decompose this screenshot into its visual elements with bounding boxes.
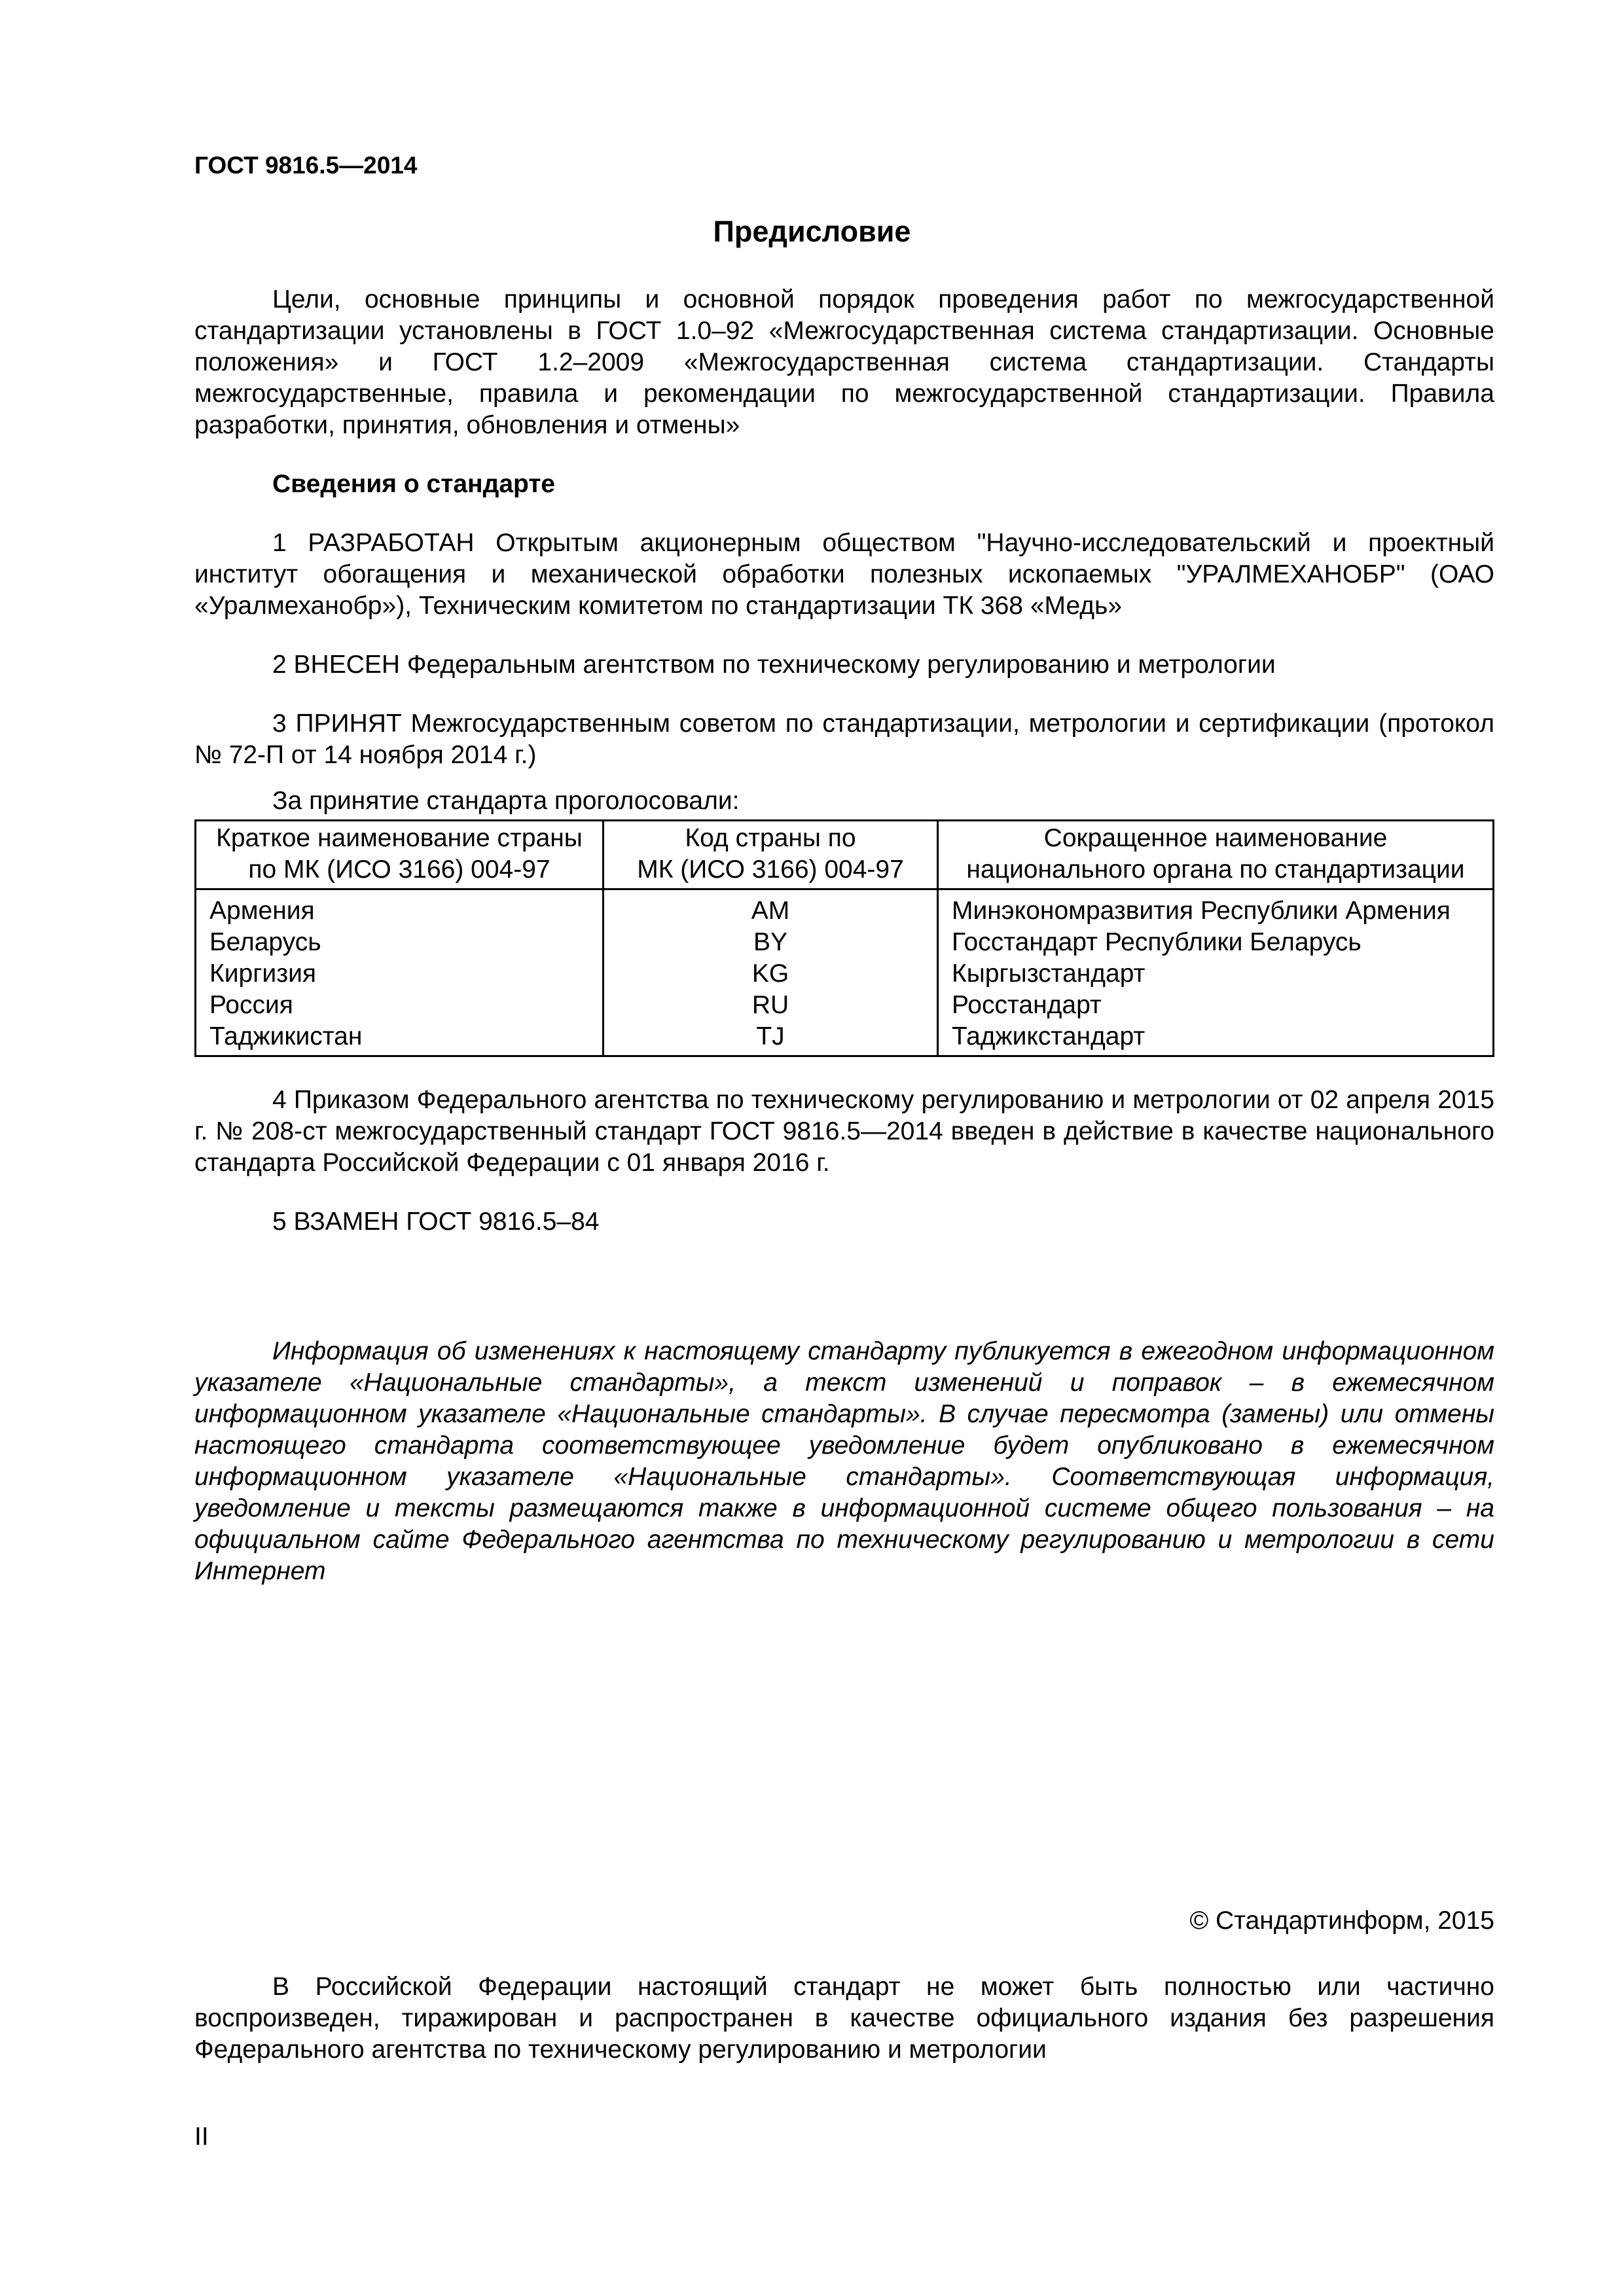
document-body bbox=[194, 284, 1494, 1613]
item-replaces: 5 ВЗАМЕН ГОСТ 9816.5–84 bbox=[272, 1208, 600, 1236]
table-header-row bbox=[196, 821, 1494, 889]
table-row bbox=[196, 889, 1494, 927]
cell-code: BY bbox=[604, 927, 938, 958]
page-title: Предисловие bbox=[713, 215, 911, 248]
change-info-notice: Информация об изменениях к настоящему стандарту публикуется в ежегодном информационном указателе «Национальные стандарты», а текст изменений и поправок – в ежемесячном информационном указателе «Национальные стандарты». В случае пересмотра (замены) или отмены настоящего стандарта соответствующее уведомление будет опубликовано в ежемесячном информационном указателе «Национальные стандарты». Соответствующая информация, уведомление и тексты размещаются также в информационной системе общего пользования – на официальном сайте Федерального агентства по техническому регулированию и метрологии в сети Интернет bbox=[194, 1337, 1494, 1585]
cell-country: Таджикистан bbox=[196, 1021, 604, 1056]
cell-code: RU bbox=[604, 990, 938, 1021]
table-row bbox=[196, 927, 1494, 958]
table-row bbox=[196, 958, 1494, 990]
intro-paragraph: Цели, основные принципы и основной порядок проведения работ по межгосударственной стандартизации установлены в ГОСТ 1.0–92 «Межгосударственная система стандартизации. Основные положения» и ГОСТ 1.2–2009 «Межгосударственная система стандартизации. Стандарты межгосударственные, правила и рекомендации по межгосударственной стандартизации. Правила разработки, принятия, обновления и отмены» bbox=[194, 285, 1494, 439]
cell-body: Таджикстандарт bbox=[938, 1021, 1494, 1056]
section-heading: Сведения о стандарте bbox=[272, 470, 556, 498]
cell-body: Минэкономразвития Республики Армения bbox=[938, 889, 1494, 927]
cell-body: Кыргызстандарт bbox=[938, 958, 1494, 990]
copyright-notice: © Стандартинформ, 2015 bbox=[1189, 1907, 1494, 1935]
item-introduced: 2 ВНЕСЕН Федеральным агентством по техническому регулированию и метрологии bbox=[272, 651, 1276, 679]
cell-body: Росстандарт bbox=[938, 990, 1494, 1021]
document-header: ГОСТ 9816.5—2014 bbox=[194, 152, 418, 179]
item-developed: 1 РАЗРАБОТАН Открытым акционерным обществом "Научно-исследовательский и проектный институт обогащения и механической обработки полезных ископаемых "УРАЛМЕХАНОБР" (ОАО «Уралмеханобр»), Техническим комитетом по стандартизации ТК 368 «Медь» bbox=[194, 529, 1494, 620]
header-standards-body: Сокращенное наименование национального органа по стандартизации bbox=[938, 821, 1494, 889]
item-enacted: 4 Приказом Федерального агентства по техническому регулированию и метрологии от 02 апреля 2015 г. № 208-ст межгосударственный стандарт ГОСТ 9816.5—2014 введен в действие в качестве национального стандарта Российской Федерации с 01 января 2016 г. bbox=[194, 1086, 1494, 1177]
cell-code: AM bbox=[604, 889, 938, 927]
cell-code: KG bbox=[604, 958, 938, 990]
cell-body: Госстандарт Республики Беларусь bbox=[938, 927, 1494, 958]
cell-country: Армения bbox=[196, 889, 604, 927]
cell-country: Беларусь bbox=[196, 927, 604, 958]
cell-country: Киргизия bbox=[196, 958, 604, 990]
table-row bbox=[196, 1021, 1494, 1056]
vote-intro: За принятие стандарта проголосовали: bbox=[272, 787, 740, 815]
item-adopted: 3 ПРИНЯТ Межгосударственным советом по стандартизации, метрологии и сертификации (протокол № 72-П от 14 ноября 2014 г.) bbox=[194, 709, 1494, 769]
voting-table bbox=[194, 819, 1494, 1057]
header-country-code: Код страны по МК (ИСО 3166) 004-97 bbox=[604, 821, 938, 889]
page-number: II bbox=[194, 2123, 209, 2151]
cell-code: TJ bbox=[604, 1021, 938, 1056]
reproduction-notice: В Российской Федерации настоящий стандарт не может быть полностью или частично воспроизведен, тиражирован и распространен в качестве официального издания без разрешения Федерального агентства по техническому регулированию и метрологии bbox=[194, 1973, 1494, 2064]
table-row bbox=[196, 990, 1494, 1021]
cell-country: Россия bbox=[196, 990, 604, 1021]
header-country-name: Краткое наименование страны по МК (ИСО 3166) 004-97 bbox=[196, 821, 604, 889]
